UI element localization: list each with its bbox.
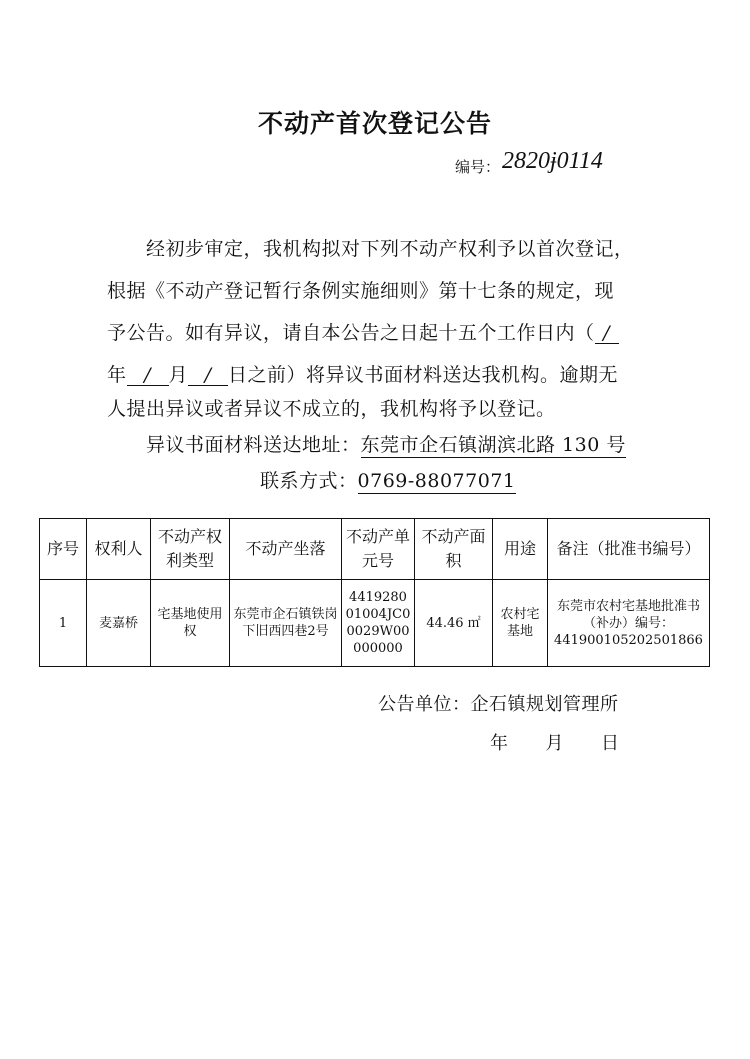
header-area: 不动产面积: [415, 519, 493, 580]
issuer-line: [378, 690, 619, 716]
body-line-2: 根据《不动产登记暂行条例实施细则》第十七条的规定，现: [107, 280, 615, 302]
body-line-5: 人提出异议或者异议不成立的，我机构将予以登记。: [107, 398, 556, 420]
address-line: [146, 430, 626, 457]
date-line: 年 月 日: [490, 733, 620, 754]
table-header-row: [40, 519, 710, 580]
doc-number-label: 编号：: [455, 158, 501, 176]
header-use: 用途: [493, 519, 548, 580]
registration-table: [39, 518, 710, 667]
header-remark: 备注（批准书编号）: [548, 519, 710, 580]
document-title: 不动产首次登记公告: [257, 109, 492, 138]
contact-value: 0769-88077071: [357, 470, 516, 492]
cell-remark: 东莞市农村宅基地批准书（补办）编号：441900105202501866: [548, 580, 710, 667]
issuer-label: 公告单位：: [378, 694, 471, 715]
contact-line: [260, 466, 516, 493]
header-right-type: 不动产权利类型: [151, 519, 230, 580]
contact-label: 联系方式：: [260, 470, 358, 492]
doc-number: [455, 148, 603, 179]
header-unit-no: 不动产单元号: [342, 519, 415, 580]
cell-location: 东莞市企石镇铁岗下旧西四巷2号: [230, 580, 342, 667]
doc-number-handwritten: 2820ɉ0114: [502, 148, 603, 174]
header-no: 序号: [40, 519, 87, 580]
cell-owner: 麦嘉桥: [87, 580, 151, 667]
header-owner: 权利人: [87, 519, 151, 580]
cell-no: 1: [40, 580, 87, 667]
cell-unit-no: 441928001004JC00029W00000000: [342, 580, 415, 667]
header-location: 不动产坐落: [230, 519, 342, 580]
body-line-4: [107, 360, 618, 387]
body-line-4-year: 年: [107, 364, 127, 386]
body-line-4-month: 月: [168, 364, 189, 386]
body-line-1: 经初步审定，我机构拟对下列不动产权利予以首次登记，: [146, 238, 634, 260]
table-row: [40, 580, 710, 667]
address-value: 东莞市企石镇湖滨北路 130 号: [360, 434, 626, 456]
body-line-3: [107, 318, 619, 345]
body-line-3-text: 予公告。如有异议，请自本公告之日起十五个工作日内（: [107, 322, 595, 344]
blank-year: /: [595, 323, 619, 344]
blank-day: /: [188, 365, 228, 386]
issuer-name: 企石镇规划管理所: [470, 694, 619, 715]
blank-month: /: [127, 365, 169, 386]
cell-use: 农村宅基地: [493, 580, 548, 667]
address-label: 异议书面材料送达地址：: [146, 434, 361, 456]
cell-area: 44.46 ㎡: [415, 580, 493, 667]
body-line-4-text: 日之前）将异议书面材料送达我机构。逾期无: [228, 364, 619, 386]
cell-right-type: 宅基地使用权: [151, 580, 230, 667]
